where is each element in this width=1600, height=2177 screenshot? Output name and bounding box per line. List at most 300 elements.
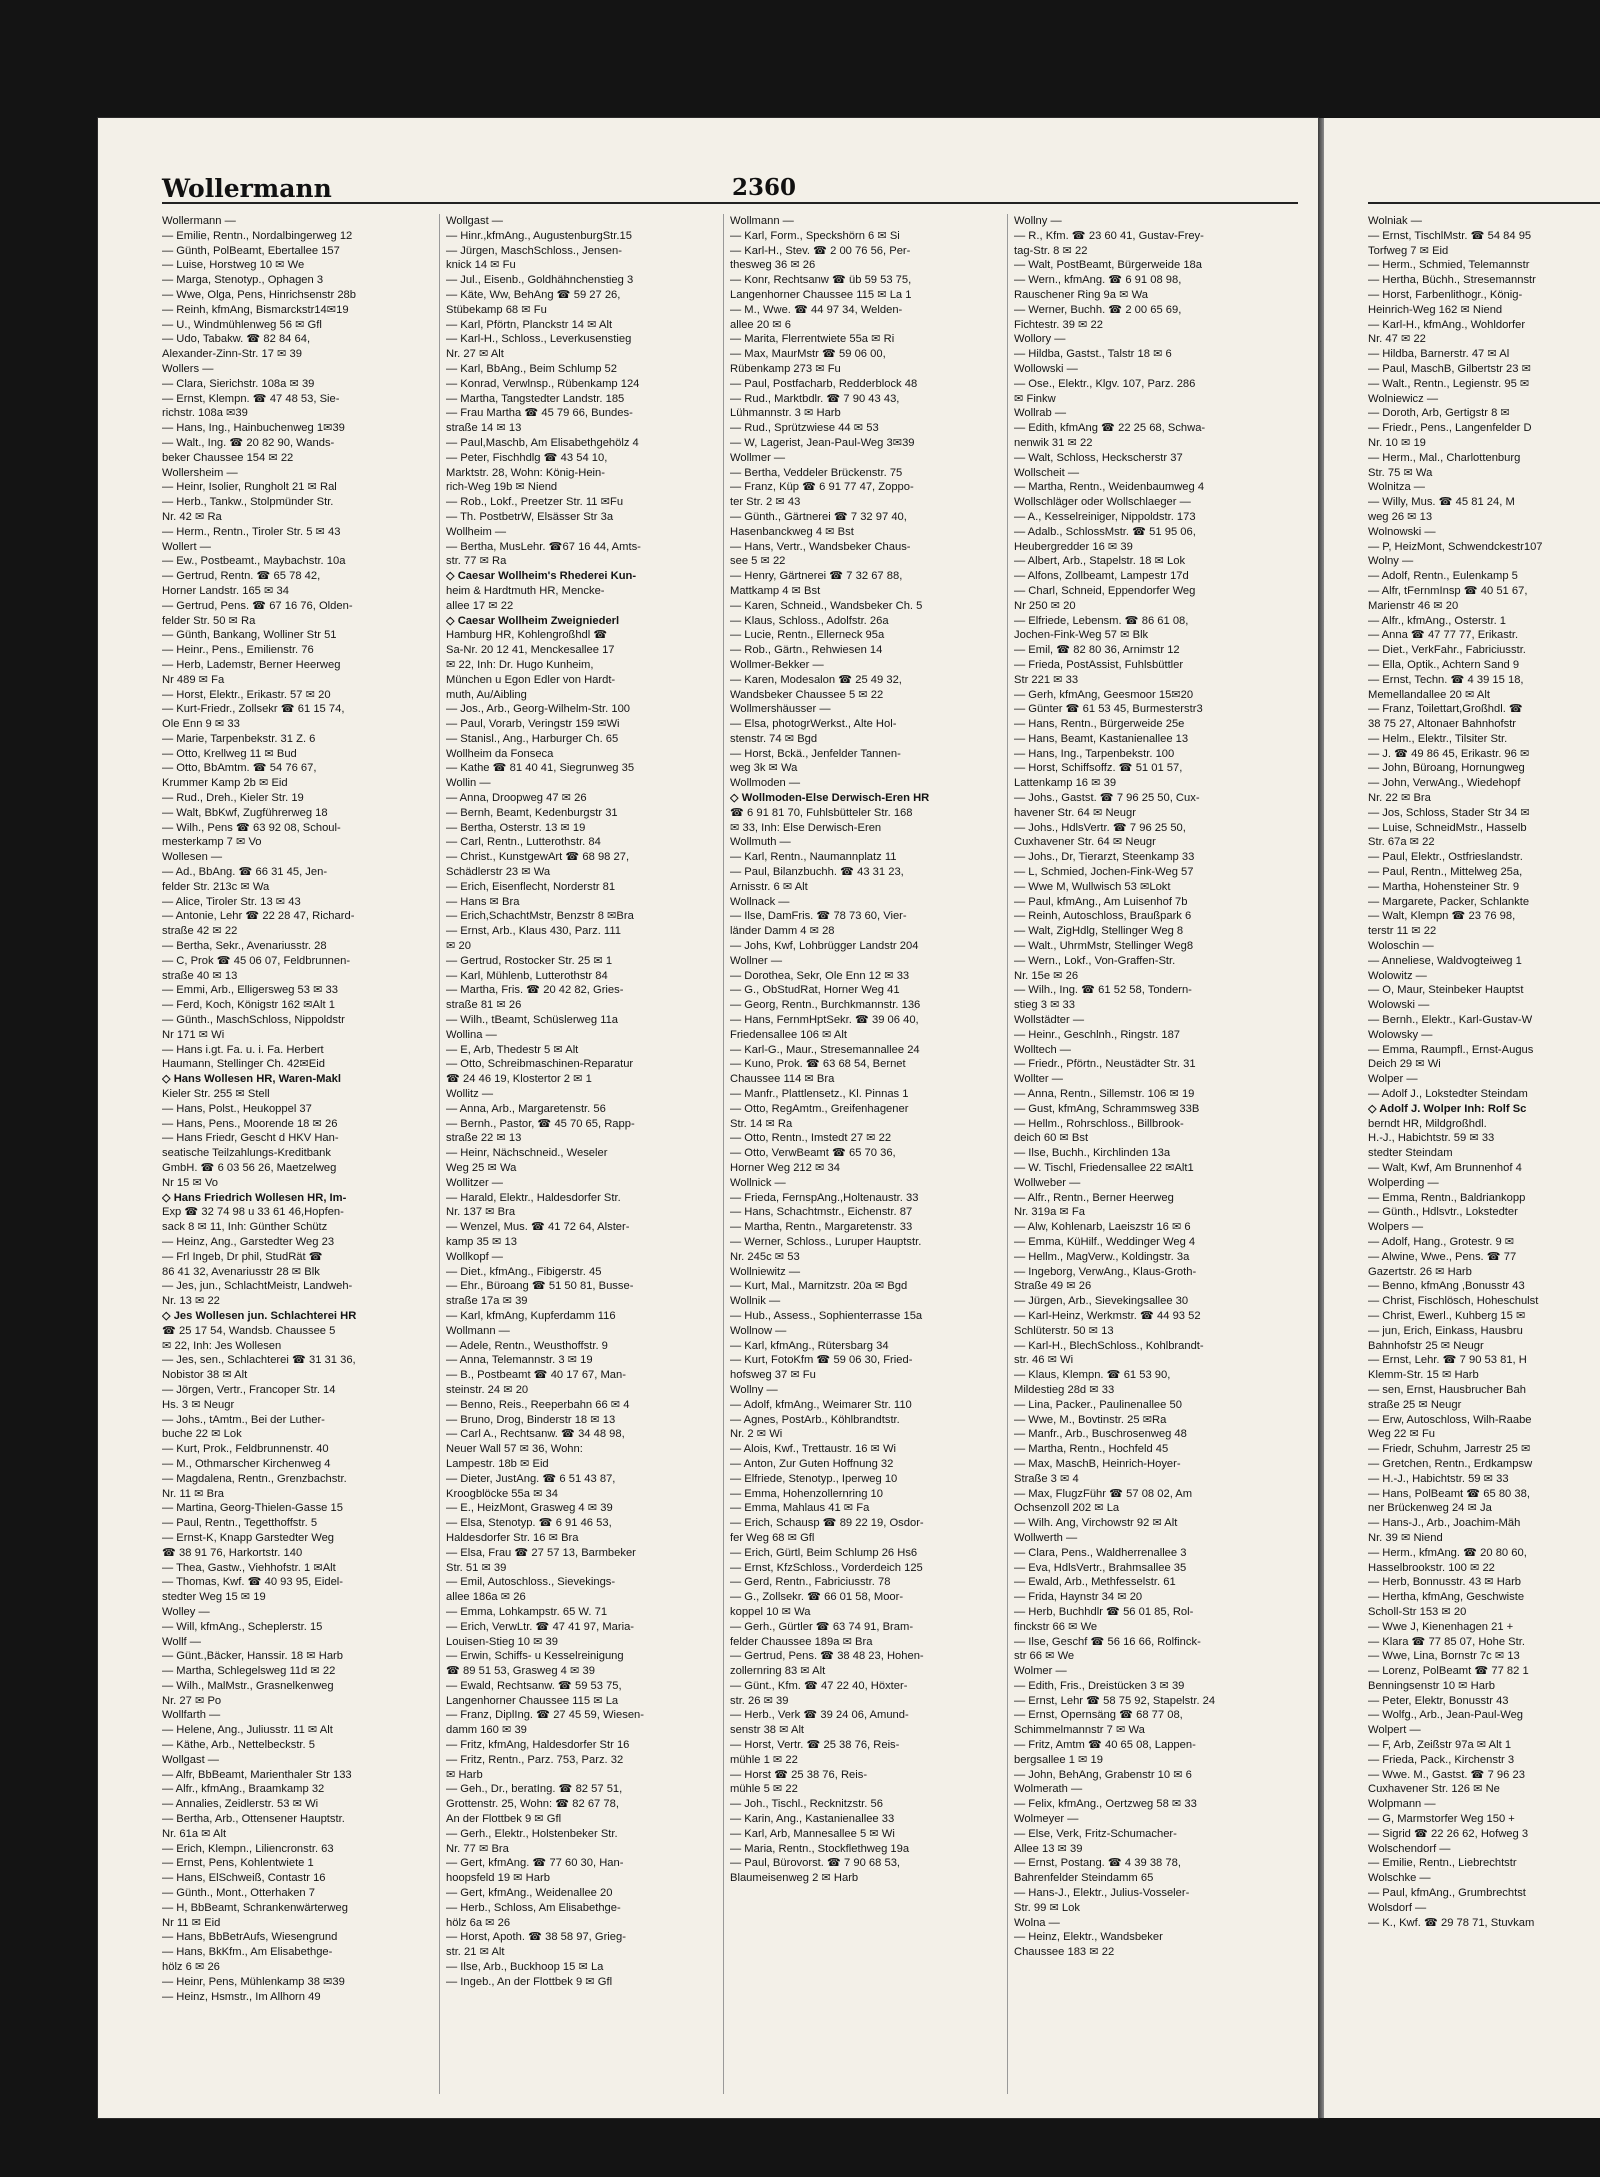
directory-entry: — E., HeizMont, Grasweg 4 ✉ 39 — [446, 1502, 613, 1515]
directory-entry: — Helene, Ang., Juliusstr. 11 ✉ Alt — [162, 1724, 333, 1737]
directory-entry: ◇ Adolf J. Wolper Inh: Rolf Sc — [1368, 1102, 1527, 1115]
directory-entry: — Wolfg., Arb., Jean-Paul-Weg — [1368, 1709, 1524, 1722]
surname-heading: Wollner — — [730, 954, 783, 967]
directory-entry: Hasselbrookstr. 100 ✉ 22 — [1368, 1561, 1495, 1574]
directory-entry: — G., ObStudRat, Horner Weg 41 — [730, 984, 900, 997]
directory-entry: — Ilse, Geschf ☎ 56 16 66, Rolfinck- — [1014, 1635, 1201, 1648]
directory-entry: — Wwe M, Wullwisch 53 ✉Lokt — [1014, 880, 1171, 893]
directory-entry: — Horst ☎ 25 38 76, Reis- — [730, 1768, 868, 1781]
directory-entry: allee 17 ✉ 22 — [446, 599, 514, 612]
directory-entry: — Wilh. Ang, Virchowstr 92 ✉ Alt — [1014, 1517, 1178, 1530]
directory-entry: Sa-Nr. 20 12 41, Menckesallee 17 — [446, 644, 615, 657]
directory-entry: — Thomas, Kwf. ☎ 40 93 95, Eidel- — [162, 1576, 343, 1589]
directory-entry: koppel 10 ✉ Wa — [730, 1605, 811, 1618]
directory-entry: Schädlerstr 23 ✉ Wa — [446, 866, 551, 879]
surname-heading: Wolny — — [1368, 555, 1414, 568]
directory-entry: deich 60 ✉ Bst — [1014, 1132, 1089, 1145]
surname-heading: Wollf — — [162, 1635, 201, 1648]
directory-entry: — Otto, Rentn., Imstedt 27 ✉ 22 — [730, 1132, 892, 1145]
directory-entry: nenwik 31 ✉ 22 — [1014, 436, 1093, 449]
directory-entry: — Lucie, Rentn., Ellerneck 95a — [730, 629, 885, 642]
directory-entry: — Diet., kfmAng., Fibigerstr. 45 — [446, 1265, 602, 1278]
directory-entry: — J. ☎ 49 86 45, Erikastr. 96 ✉ — [1368, 747, 1530, 760]
directory-entry: Fichtestr. 39 ✉ 22 — [1014, 318, 1103, 331]
directory-entry: Nr. 137 ✉ Bra — [446, 1206, 516, 1219]
directory-entry: — Wern., Lokf., Von-Graffen-Str. — [1014, 954, 1176, 967]
directory-entry: Chaussee 183 ✉ 22 — [1014, 1946, 1115, 1959]
directory-entry: — Carl A., Rechtsanw. ☎ 34 48 98, — [446, 1428, 625, 1441]
directory-entry: Weg 25 ✉ Wa — [446, 1162, 517, 1174]
directory-entry: Ochsenzoll 202 ✉ La — [1014, 1502, 1120, 1515]
directory-entry: — Käthe, Arb., Nettelbeckstr. 5 — [162, 1739, 315, 1752]
directory-entry: — Jos., Arb., Georg-Wilhelm-Str. 100 — [446, 703, 631, 716]
directory-entry: — Willy, Mus. ☎ 45 81 24, M — [1368, 496, 1515, 509]
directory-entry: — Herm., Schmied, Telemannstr — [1368, 259, 1530, 272]
directory-entry: — Martha, Rentn., Margaretenstr. 33 — [730, 1221, 913, 1234]
directory-entry: — Johs., HdlsVertr. ☎ 7 96 25 50, — [1014, 821, 1186, 834]
directory-entry: — Alwine, Wwe., Pens. ☎ 77 — [1368, 1250, 1517, 1263]
directory-entry: — Friedr, Schuhm, Jarrestr 25 ✉ — [1368, 1443, 1531, 1456]
directory-entry: — Heinz, Hsmstr., Im Allhorn 49 — [162, 1990, 321, 2003]
directory-entry: — Johs., Dr, Tierarzt, Steenkamp 33 — [1014, 851, 1195, 864]
directory-entry: — Paul, Bilanzbuchh. ☎ 43 31 23, — [730, 866, 904, 879]
directory-entry: — Karl, kfmAng., Rütersbarg 34 — [730, 1339, 889, 1352]
directory-entry: — Karin, Ang., Kastanienallee 33 — [730, 1813, 895, 1826]
directory-entry: ☎ 24 46 19, Klostertor 2 ✉ 1 — [446, 1073, 592, 1086]
directory-entry: — Heinz, Elektr., Wandsbeker — [1014, 1931, 1163, 1944]
directory-entry: Str. 51 ✉ 39 — [446, 1561, 507, 1574]
directory-entry: An der Flottbek 9 ✉ Gfl — [446, 1813, 562, 1826]
directory-entry: — Maria, Rentn., Stockflethweg 19a — [730, 1842, 910, 1855]
directory-entry: — Erich, Klempn., Liliencronstr. 63 — [162, 1842, 334, 1855]
directory-entry: — Anna ☎ 47 77 77, Erikastr. — [1368, 629, 1519, 642]
directory-entry: Nr. 61a ✉ Alt — [162, 1827, 227, 1840]
surname-heading: Wolmerath — — [1014, 1783, 1083, 1796]
directory-entry: — Wwe, M., Bovtinstr. 25 ✉Ra — [1014, 1413, 1167, 1426]
directory-entry: Langenhorner Chaussee 115 ✉ La 1 — [730, 288, 912, 301]
directory-entry: — Bernh., Elektr., Karl-Gustav-W — [1368, 1014, 1533, 1027]
directory-entry: — Klara ☎ 77 85 07, Hohe Str. — [1368, 1635, 1525, 1648]
directory-entry: Allee 13 ✉ 39 — [1014, 1842, 1083, 1855]
surname-heading: Wollter — — [1014, 1073, 1063, 1086]
directory-entry: — Gust, kfmAng, Schrammsweg 33B — [1014, 1102, 1200, 1115]
directory-entry: — Georg, Rentn., Burchkmannstr. 136 — [730, 999, 921, 1012]
directory-entry: — Hans, BbBetrAufs, Wiesengrund — [162, 1931, 338, 1944]
directory-entry: — Hub., Assess., Sophienterrasse 15a — [730, 1309, 923, 1322]
surname-heading: Wollnow — — [730, 1324, 787, 1337]
directory-entry: — Otto, BbAmtm. ☎ 54 76 67, — [162, 762, 317, 775]
directory-entry: — Clara, Pens., Waldherrenallee 3 — [1014, 1546, 1187, 1559]
directory-entry: — Paul, Vorarb, Veringstr 159 ✉Wi — [446, 718, 620, 731]
directory-entry: — Lorenz, PolBeamt ☎ 77 82 1 — [1368, 1665, 1529, 1678]
directory-entry: — Peter, Fischhdlg ☎ 43 54 10, — [446, 451, 608, 464]
directory-entry: — Margarete, Packer, Schlankte — [1368, 895, 1530, 908]
directory-entry: Stübekamp 68 ✉ Fu — [446, 303, 547, 316]
directory-entry: Str. 14 ✉ Ra — [730, 1117, 793, 1130]
directory-entry: — Rud., Dreh., Kieler Str. 19 — [162, 792, 304, 805]
directory-entry: str. 77 ✉ Ra — [446, 555, 507, 568]
surname-heading: Wolnitza — — [1368, 481, 1425, 494]
directory-entry: ◇ Jes Wollesen jun. Schlachterei HR — [162, 1309, 357, 1322]
directory-entry: — Thea, Gastw., Viehhofstr. 1 ✉Alt — [162, 1561, 336, 1574]
directory-entry: — Wilh., MalMstr., Grasnelkenweg — [162, 1679, 334, 1692]
directory-entry: tag-Str. 8 ✉ 22 — [1014, 244, 1088, 257]
surname-heading: Wolpmann — — [1368, 1798, 1436, 1811]
directory-entry: Nr 11 ✉ Eid — [162, 1916, 221, 1929]
directory-entry: — Anna, Arb., Margaretenstr. 56 — [446, 1102, 606, 1115]
directory-entry: — Paul, Elektr., Ostfrieslandstr. — [1368, 851, 1523, 864]
directory-entry: — Antonie, Lehr ☎ 22 28 47, Richard- — [162, 910, 355, 923]
page-number: 2360 — [732, 174, 797, 201]
directory-entry: — Ernst, Pens, Kohlentwiete 1 — [162, 1857, 314, 1870]
directory-entry: — Alw, Kohlenarb, Laeiszstr 16 ✉ 6 — [1014, 1221, 1191, 1234]
directory-entry: — Werner, Buchh. ☎ 2 00 65 69, — [1014, 303, 1182, 316]
directory-entry: — Emma, Lohkampstr. 65 W. 71 — [446, 1605, 608, 1618]
directory-entry: Heubergredder 16 ✉ 39 — [1014, 540, 1133, 553]
directory-entry: — Paul, Bürovorst. ☎ 7 90 68 53, — [730, 1857, 901, 1870]
directory-entry: Arnisstr. 6 ✉ Alt — [730, 880, 808, 893]
surname-heading: Wollfarth — — [162, 1709, 221, 1722]
directory-entry: — Annalies, Zeidlerstr. 53 ✉ Wi — [162, 1798, 319, 1811]
surname-heading: Wolpert — — [1368, 1724, 1421, 1737]
directory-entry: — Hans ✉ Bra — [446, 895, 520, 908]
directory-entry: — Dorothea, Sekr, Ole Enn 12 ✉ 33 — [730, 969, 910, 982]
directory-entry: — Bertha, Arb., Ottensener Hauptstr. — [162, 1813, 345, 1826]
directory-entry: — Herb., Schloss, Am Elisabethge- — [446, 1901, 621, 1914]
directory-entry: felder Str. 213c ✉ Wa — [162, 880, 270, 893]
directory-entry: — Karl, Form., Speckshörn 6 ✉ Si — [730, 229, 900, 242]
directory-entry: — Fritz, Amtm ☎ 40 65 08, Lappen- — [1014, 1739, 1196, 1752]
directory-entry: kamp 35 ✉ 13 — [446, 1235, 517, 1248]
directory-entry: ◇ Caesar Wollheim Zweigniederl — [446, 614, 620, 627]
directory-entry: Benningsenstr 10 ✉ Harb — [1368, 1679, 1495, 1692]
directory-entry: — Charl, Schneid, Eppendorfer Weg — [1014, 584, 1196, 597]
directory-entry: — Kurt-Friedr., Zollsekr ☎ 61 15 74, — [162, 703, 345, 716]
directory-entry: — Karl, Mühlenb, Lutterothstr 84 — [446, 969, 608, 982]
directory-entry: allee 20 ✉ 6 — [730, 318, 792, 331]
directory-entry: — Otto, Schreibmaschinen-Reparatur — [446, 1058, 634, 1071]
directory-entry: — Manfr., Plattlensetz., Kl. Pinnas 1 — [730, 1088, 909, 1101]
directory-entry: — Kurt, FotoKfm ☎ 59 06 30, Fried- — [730, 1354, 913, 1367]
directory-entry: — Gertrud, Pens. ☎ 38 48 23, Hohen- — [730, 1650, 924, 1663]
surname-heading: Wollesen — — [162, 851, 223, 864]
directory-entry: — Otto, Krellweg 11 ✉ Bud — [162, 747, 297, 760]
directory-entry: fer Weg 68 ✉ Gfl — [730, 1531, 815, 1544]
surname-heading: Wollert — — [162, 540, 211, 553]
directory-entry: — Ferd, Koch, Königstr 162 ✉Alt 1 — [162, 999, 335, 1012]
directory-entry: — Magdalena, Rentn., Grenzbachstr. — [162, 1472, 347, 1485]
directory-entry: — Walt, Schloss, Heckscherstr 37 — [1014, 451, 1183, 464]
directory-entry: — Eva, HdlsVertr., Brahmsallee 35 — [1014, 1561, 1187, 1574]
directory-entry: stedter Steindam — [1368, 1147, 1453, 1160]
directory-entry: — Walt, Klempn ☎ 23 76 98, — [1368, 910, 1516, 923]
surname-heading: Woloschin — — [1368, 940, 1434, 953]
directory-entry: — G, Marmstorfer Weg 150 + — [1368, 1813, 1515, 1826]
directory-entry: Schimmelmannstr 7 ✉ Wa — [1014, 1724, 1145, 1737]
column-3 — [730, 214, 1002, 1886]
directory-entry: — Erich,SchachtMstr, Benzstr 8 ✉Bra — [446, 910, 634, 923]
directory-entry: — Gert, kfmAng. ☎ 77 60 30, Han- — [446, 1857, 624, 1870]
directory-entry: — Karl-Heinz, Werkmstr. ☎ 44 93 52 — [1014, 1309, 1201, 1322]
directory-entry: — Alfr, tFernmInsp ☎ 40 51 67, — [1368, 584, 1528, 597]
directory-entry: — Erich, Schausp ☎ 89 22 19, Osdor- — [730, 1517, 924, 1530]
directory-entry: — Werner, Schloss., Luruper Hauptstr. — [730, 1235, 922, 1248]
directory-entry: — Ew., Postbeamt., Maybachstr. 10a — [162, 555, 346, 568]
directory-entry: Hs. 3 ✉ Neugr — [162, 1398, 235, 1411]
directory-entry: — Wern., kfmAng. ☎ 6 91 08 98, — [1014, 274, 1182, 287]
directory-entry: — Erw, Autoschloss, Wilh-Raabe — [1368, 1413, 1532, 1426]
directory-entry: — Adolf, Rentn., Eulenkamp 5 — [1368, 570, 1518, 583]
directory-entry: — Ehr., Büroang ☎ 51 50 81, Busse- — [446, 1280, 634, 1293]
directory-entry: — Walt, Kwf, Am Brunnenhof 4 — [1368, 1162, 1522, 1174]
directory-entry: — Walt, ZigHdlg, Stellinger Weg 8 — [1014, 925, 1184, 938]
directory-entry: straße 22 ✉ 13 — [446, 1132, 522, 1145]
directory-entry: — Alfons, Zollbeamt, Lampestr 17d — [1014, 570, 1189, 583]
directory-entry: — Wwe, Lina, Bornstr 7c ✉ 13 — [1368, 1650, 1520, 1663]
surname-heading: Wollweber — — [1014, 1176, 1081, 1189]
directory-entry: — Agnes, PostArb., Köhlbrandtstr. — [730, 1413, 900, 1426]
surname-heading: Wollmann — — [730, 215, 794, 227]
directory-entry: — Heinr., Pens., Emilienstr. 76 — [162, 644, 314, 657]
directory-entry: — Reinh, kfmAng, Bismarckstr14✉19 — [162, 303, 349, 316]
directory-entry: buche 22 ✉ Lok — [162, 1428, 242, 1441]
directory-entry: — Herm., Mal., Charlottenburg — [1368, 451, 1521, 464]
directory-entry: — Günth., MaschSchloss, Nippoldstr — [162, 1014, 345, 1027]
directory-entry: — W, Lagerist, Jean-Paul-Weg 3✉39 — [730, 436, 915, 449]
directory-entry: — Herb, Lademstr, Berner Heerweg — [162, 658, 341, 671]
directory-entry: — Emma, Raumpfl., Ernst-Augus — [1368, 1043, 1534, 1056]
directory-entry: Rübenkamp 273 ✉ Fu — [730, 362, 841, 375]
directory-entry: Scholl-Str 153 ✉ 20 — [1368, 1605, 1467, 1618]
directory-entry: hölz 6 ✉ 26 — [162, 1961, 220, 1974]
directory-entry: — Paul, MaschB, Gilbertstr 23 ✉ — [1368, 362, 1531, 375]
directory-entry: Memellandallee 20 ✉ Alt — [1368, 688, 1490, 701]
directory-entry: — Ella, Optik., Achtern Sand 9 — [1368, 658, 1520, 671]
surname-heading: Wolperding — — [1368, 1176, 1439, 1189]
directory-entry: Str. 75 ✉ Wa — [1368, 466, 1433, 479]
adjacent-page-header — [1368, 172, 1600, 204]
directory-entry: — Günt.,Bäcker, Hanssir. 18 ✉ Harb — [162, 1650, 343, 1663]
directory-entry: Nr. 22 ✉ Bra — [1368, 792, 1431, 805]
directory-entry: — Käte, Ww, BehAng ☎ 59 27 26, — [446, 288, 621, 301]
surname-heading: Wolowsky — — [1368, 1028, 1433, 1041]
directory-entry: Mattkamp 4 ✉ Bst — [730, 584, 821, 597]
directory-entry: — Karl-H., kfmAng., Wohldorfer — [1368, 318, 1526, 331]
directory-entry: — Franz, Küp ☎ 6 91 77 47, Zoppo- — [730, 481, 914, 494]
directory-entry: — Clara, Sierichstr. 108a ✉ 39 — [162, 377, 315, 390]
directory-entry: — Karl-H., BlechSchloss., Kohlbrandt- — [1014, 1339, 1204, 1352]
surname-heading: Wollrab — — [1014, 407, 1067, 420]
directory-entry: seatische Teilzahlungs-Kreditbank — [162, 1147, 331, 1160]
directory-entry: zollernring 83 ✉ Alt — [730, 1665, 826, 1678]
directory-entry: — Albert, Arb., Stapelstr. 18 ✉ Lok — [1014, 555, 1186, 568]
directory-entry: — Max, MaurMstr ☎ 59 06 00, — [730, 348, 886, 361]
directory-entry: — Alfr, BbBeamt, Marienthaler Str 133 — [162, 1768, 352, 1781]
directory-entry: — Else, Verk, Fritz-Schumacher- — [1014, 1827, 1177, 1840]
surname-heading: Wolniak — — [1368, 215, 1422, 227]
directory-entry: — Heinr, Pens, Mühlenkamp 38 ✉39 — [162, 1975, 345, 1988]
column-divider — [1007, 214, 1008, 2094]
directory-entry: — Marie, Tarpenbekstr. 31 Z. 6 — [162, 732, 316, 745]
directory-entry: — Wilh., Pens ☎ 63 92 08, Schoul- — [162, 821, 341, 834]
directory-entry: Weg 22 ✉ Fu — [1368, 1428, 1435, 1441]
directory-entry: Bahrenfelder Steindamm 65 — [1014, 1872, 1154, 1885]
directory-entry: Exp ☎ 32 74 98 u 33 61 46,Hopfen- — [162, 1206, 344, 1219]
directory-entry: — Friedr., Pförtn., Neustädter Str. 31 — [1014, 1058, 1196, 1071]
surname-heading: Wollnik — — [730, 1295, 781, 1308]
directory-entry: — Ose., Elektr., Klgv. 107, Parz. 286 — [1014, 377, 1196, 390]
directory-entry: — Gertrud, Rentn. ☎ 65 78 42, — [162, 570, 321, 583]
directory-entry: Wandsbeker Chaussee 5 ✉ 22 — [730, 688, 884, 701]
surname-heading: Wolnowski — — [1368, 525, 1436, 538]
directory-entry: — Christ, Ewerl., Kuhberg 15 ✉ — [1368, 1309, 1526, 1322]
directory-entry: Lattenkamp 16 ✉ 39 — [1014, 777, 1117, 790]
directory-entry: — Hans, PolBeamt ☎ 65 80 38, — [1368, 1487, 1530, 1500]
directory-entry: ☎ 25 17 54, Wandsb. Chaussee 5 — [162, 1324, 336, 1337]
directory-entry: — Herm., Rentn., Tiroler Str. 5 ✉ 43 — [162, 525, 341, 538]
directory-entry: ◇ Caesar Wollheim's Rhederei Kun- — [446, 570, 637, 583]
directory-entry: 86 41 32, Avenariusstr 28 ✉ Blk — [162, 1265, 320, 1278]
column-divider — [723, 214, 724, 2094]
surname-heading: Wollmoden — — [730, 777, 801, 790]
directory-entry: — Jul., Eisenb., Goldhähnchenstieg 3 — [446, 274, 634, 287]
directory-entry: — Elsa, Frau ☎ 27 57 13, Barmbeker — [446, 1546, 636, 1559]
directory-entry: länder Damm 4 ✉ 28 — [730, 925, 835, 938]
directory-entry: bergsallee 1 ✉ 19 — [1014, 1753, 1103, 1766]
directory-entry: — Anna, Telemannstr. 3 ✉ 19 — [446, 1354, 593, 1367]
surname-heading: Wollmuth — — [730, 836, 791, 849]
directory-entry: — Joh., Tischl., Recknitzstr. 56 — [730, 1798, 883, 1811]
directory-entry: Str. 67a ✉ 22 — [1368, 836, 1435, 849]
directory-entry: finckstr 66 ✉ We — [1014, 1620, 1098, 1633]
directory-entry: — Wwe, Olga, Pens, Hinrichsenstr 28b — [162, 288, 356, 301]
directory-entry: — Ernst, KfzSchloss., Vorderdeich 125 — [730, 1561, 923, 1574]
surname-heading: Wollkopf — — [446, 1250, 503, 1263]
directory-entry: richstr. 108a ✉39 — [162, 407, 248, 420]
directory-entry: — Hertha, kfmAng, Geschwiste — [1368, 1591, 1525, 1604]
surname-heading: Wollermann — — [162, 215, 236, 227]
directory-entry: Kroogblöcke 55a ✉ 34 — [446, 1487, 559, 1500]
directory-entry: Nr. 27 ✉ Po — [162, 1694, 222, 1707]
directory-entry: Str 221 ✉ 33 — [1014, 673, 1079, 686]
directory-entry: — Horst, Apoth. ☎ 38 58 97, Grieg- — [446, 1931, 626, 1944]
directory-entry: — Ernst-K, Knapp Garstedter Weg — [162, 1531, 335, 1544]
surname-heading: Wollers — — [162, 362, 214, 375]
directory-entry: — Karl, Rentn., Naumannplatz 11 — [730, 851, 897, 864]
directory-entry: hoopsfeld 19 ✉ Harb — [446, 1872, 550, 1885]
directory-entry: — Heinr, Nächschneid., Weseler — [446, 1147, 608, 1160]
surname-heading: Wollwerth — — [1014, 1531, 1078, 1544]
directory-entry: ter Str. 2 ✉ 43 — [730, 496, 801, 509]
directory-entry: — Marga, Stenotyp., Ophagen 3 — [162, 274, 324, 287]
directory-entry: — Martha, Tangstedter Landstr. 185 — [446, 392, 625, 405]
surname-heading: Wollitz — — [446, 1088, 494, 1101]
directory-entry: str 66 ✉ We — [1014, 1650, 1075, 1663]
directory-entry: damm 160 ✉ 39 — [446, 1724, 527, 1737]
directory-entry: — Ewald, Rechtsanw. ☎ 59 53 75, — [446, 1679, 622, 1692]
directory-entry: — L, Schmied, Jochen-Fink-Weg 57 — [1014, 866, 1194, 879]
directory-entry: str. 46 ✉ Wi — [1014, 1354, 1074, 1367]
directory-entry: Bahnhofstr 25 ✉ Neugr — [1368, 1339, 1484, 1352]
directory-entry: — Udo, Tabakw. ☎ 82 84 64, — [162, 333, 311, 346]
directory-entry: — Hans, Vertr., Wandsbeker Chaus- — [730, 540, 911, 553]
directory-entry: — Luise, SchneidMstr., Hasselb — [1368, 821, 1527, 834]
directory-entry: Nr 15 ✉ Vo — [162, 1176, 219, 1189]
directory-entry: straße 25 ✉ Neugr — [1368, 1398, 1462, 1411]
directory-entry: — Günth., Gärtnerei ☎ 7 32 97 40, — [730, 510, 907, 523]
column-5 — [1368, 214, 1600, 1930]
directory-entry: — Alfr., kfmAng., Braamkamp 32 — [162, 1783, 325, 1796]
directory-entry: berndt HR, Mildgroßhdl. — [1368, 1117, 1487, 1130]
directory-entry: — Alfr., kfmAng., Osterstr. 1 — [1368, 614, 1507, 627]
directory-entry: — Konr, Rechtsanw ☎ üb 59 53 75, — [730, 274, 912, 287]
directory-entry: — Rud., Sprützwiese 44 ✉ 53 — [730, 422, 879, 435]
surname-heading: Wolschke — — [1368, 1872, 1431, 1885]
directory-entry: — jun, Erich, Einkass, Hausbru — [1368, 1324, 1523, 1337]
surname-heading: Wollory — — [1014, 333, 1066, 346]
directory-entry: — Günter ☎ 61 53 45, Burmesterstr3 — [1014, 703, 1203, 716]
directory-entry: straße 42 ✉ 22 — [162, 925, 238, 938]
directory-entry: — Emma, KüHilf., Weddinger Weg 4 — [1014, 1235, 1196, 1248]
directory-entry: ✉ Finkw — [1014, 392, 1056, 405]
directory-entry: rich-Weg 19b ✉ Niend — [446, 481, 558, 494]
directory-entry: Lampestr. 18b ✉ Eid — [446, 1457, 549, 1470]
directory-entry: — Ad., BbAng. ☎ 66 31 45, Jen- — [162, 866, 328, 879]
directory-entry: Marktstr. 28, Wohn: König-Hein- — [446, 466, 605, 479]
directory-entry: — Martha, Hohensteiner Str. 9 — [1368, 880, 1520, 893]
directory-entry: — H, BbBeamt, Schrankenwärterweg — [162, 1901, 348, 1914]
directory-entry: — Konrad, Verwlnsp., Rübenkamp 124 — [446, 377, 640, 390]
directory-entry: Str. 99 ✉ Lok — [1014, 1901, 1080, 1914]
directory-entry: — Ernst, TischlMstr. ☎ 54 84 95 — [1368, 229, 1532, 242]
directory-entry: ✉ 22, Inh: Jes Wollesen — [162, 1339, 282, 1352]
directory-entry: straße 81 ✉ 26 — [446, 999, 522, 1012]
directory-entry: — Otto, VerwBeamt ☎ 65 70 36, — [730, 1147, 896, 1160]
directory-entry: — Emil, Autoschloss., Sievekings- — [446, 1576, 616, 1589]
directory-entry: — Anna, Rentn., Sillemstr. 106 ✉ 19 — [1014, 1088, 1195, 1101]
directory-entry: Marienstr 46 ✉ 20 — [1368, 599, 1459, 612]
directory-entry: stieg 3 ✉ 33 — [1014, 999, 1075, 1012]
directory-entry: hölz 6a ✉ 26 — [446, 1916, 511, 1929]
directory-entry: — Hans i.gt. Fa. u. i. Fa. Herbert — [162, 1043, 324, 1056]
directory-entry: — H.-J., Habichtstr. 59 ✉ 33 — [1368, 1472, 1509, 1485]
directory-entry: — Gretchen, Rentn., Erdkampsw — [1368, 1457, 1533, 1470]
directory-entry: — Hertha, Büchh., Stresemannstr — [1368, 274, 1536, 287]
directory-entry: — Emmi, Arb., Elligersweg 53 ✉ 33 — [162, 984, 339, 997]
directory-entry: Ole Enn 9 ✉ 33 — [162, 718, 240, 731]
directory-entry: Grottenstr. 25, Wohn: ☎ 82 67 78, — [446, 1798, 619, 1811]
directory-entry: — Jos, Schloss, Stader Str 34 ✉ — [1368, 806, 1530, 819]
directory-entry: — Wenzel, Mus. ☎ 41 72 64, Alster- — [446, 1221, 630, 1234]
directory-entry: — Paul, kfmAng., Am Luisenhof 7b — [1014, 895, 1188, 908]
directory-entry: hofsweg 37 ✉ Fu — [730, 1369, 816, 1382]
directory-entry: ner Brückenweg 24 ✉ Ja — [1368, 1502, 1492, 1515]
directory-entry: Langenhorner Chaussee 115 ✉ La — [446, 1694, 619, 1707]
directory-entry: — U., Windmühlenweg 56 ✉ Gfl — [162, 318, 322, 331]
directory-entry: straße 17a ✉ 39 — [446, 1295, 528, 1308]
directory-entry: Nobistor 38 ✉ Alt — [162, 1369, 248, 1382]
surname-heading: Wollersheim — — [162, 466, 238, 479]
directory-entry: — Horst, Farbenlithogr., König- — [1368, 288, 1523, 301]
directory-entry: — F, Arb, Zeißstr 97a ✉ Alt 1 — [1368, 1739, 1512, 1752]
directory-entry: — Max, MaschB, Heinrich-Hoyer- — [1014, 1457, 1181, 1470]
directory-entry: — Horst, Bckä., Jenfelder Tannen- — [730, 747, 901, 760]
directory-entry: — Fritz, Rentn., Parz. 753, Parz. 32 — [446, 1753, 624, 1766]
directory-entry: — Henry, Gärtnerei ☎ 7 32 67 88, — [730, 570, 903, 583]
directory-entry: Nr. 27 ✉ Alt — [446, 348, 504, 361]
surname-heading: Wollniewitz — — [730, 1265, 801, 1278]
directory-entry: beker Chaussee 154 ✉ 22 — [162, 451, 294, 464]
